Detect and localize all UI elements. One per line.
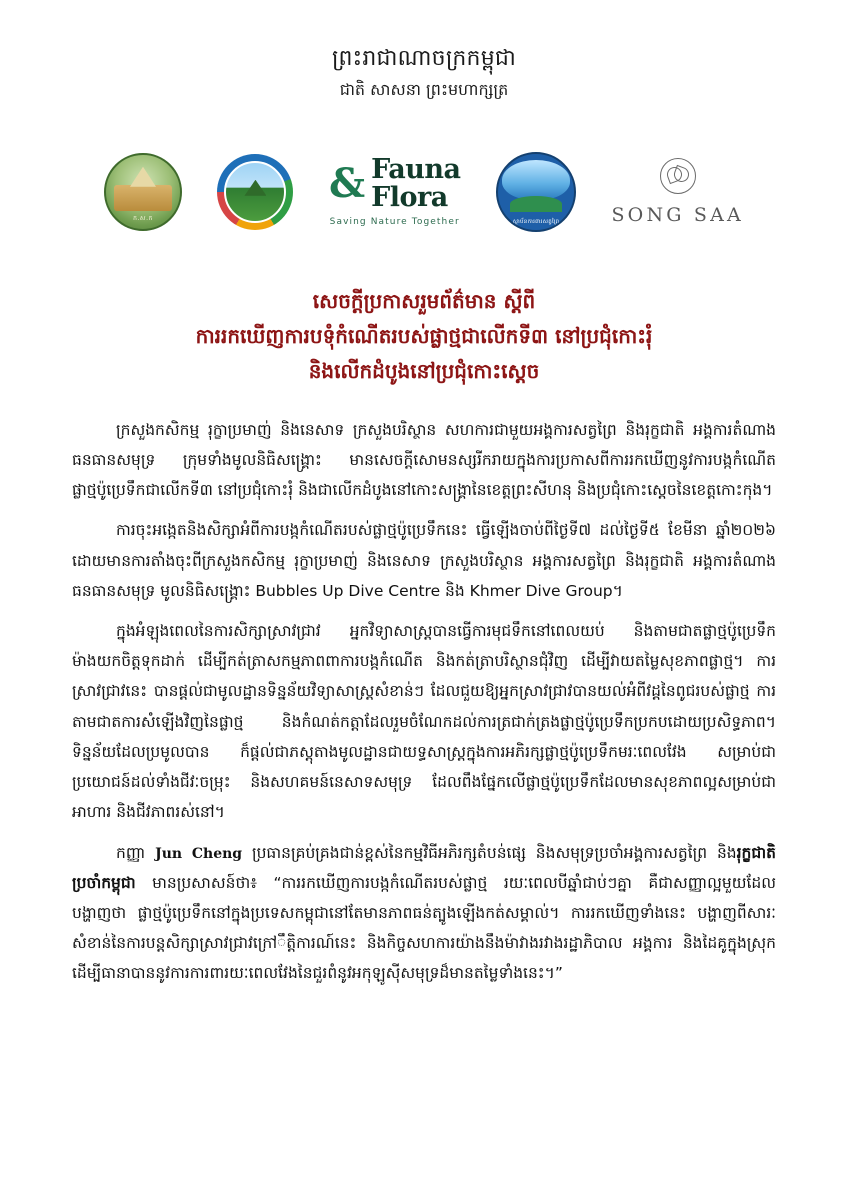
song-saa-wordmark: SONG SAA — [611, 203, 744, 226]
marine-logo-icon — [496, 152, 576, 232]
title-line-1: សេចក្ដីប្រកាសរួមព័ត៌មាន ស្ដីពី — [312, 288, 536, 313]
flora-word: Flora — [371, 181, 448, 213]
paragraph-3: ក្នុងអំឡុងពេលនៃការសិក្សាស្រាវជ្រាវ អ្នកវិទ្យាសាស្ត្របានធ្វើការមុជទឹកនៅពេលយប់ និងតាមជាតផ្លាថ្មប៉ូប្រេទឹកម៉ាងយកចិត្តទុកដាក់ ដើម្បីកត់ត្រាសកម្មភាពពាការបង្កកំណើត និងកត់ត្រាបរិស្ថានជុំវិញ ដើម្បីវាយតម្លៃសុខភាពផ្លាថ្ម។ ការស្រាវជ្រាវនេះ បានផ្ដល់ជាមូលដ្ឋានទិន្នន័យវិទ្យាសាស្ត្រសំខាន់ៗ ដែលជួយឱ្យអ្នកស្រាវជ្រាវបានយល់អំពីវដ្តនៃពូជរបស់ផ្លាថ្ម ការតាមជាតការសំឡើងវិញនៃផ្លាថ្ម និងកំណត់កត្តាដែលរួមចំណែកដល់ការត្រជាក់ត្រងផ្លាថ្មប៉ូប្រេទឹកប្រកបដោយប្រសិទ្ធភាព។ ទិន្នន័យដែលប្រមូលបាន ក៏ផ្ដល់ជាភស្តុតាងមូលដ្ឋានជាយទ្ធសាស្ត្រក្នុងការអភិរក្សផ្លាថ្មប៉ូប្រេទឹកមរៈពេលវែង សម្រាប់ជាប្រយោជន៍ដល់ទាំងជីវៈចម្រុះ និងសហគមន៍នេសាទសមុទ្រ ដែលពឹងផ្នែកលើផ្លាថ្មប៉ូប្រេទឹកដែលមានសុខភាពល្អសម្រាប់ជាអាហារ និងជីវភាពរស់នៅ។ — [72, 622, 776, 822]
fauna-and-flora-logo — [329, 156, 461, 227]
ampersand-icon: & — [328, 159, 366, 207]
ministry-logo-icon — [217, 154, 293, 230]
fauna-flora-tagline: Saving Nature Together — [329, 217, 460, 228]
song-saa-logo — [611, 158, 744, 226]
royal-emblem-icon — [104, 153, 182, 231]
organization-name: រុក្ខជាតិប្រចាំកម្ពុជា — [72, 843, 776, 892]
quote-mid: ប្រធានគ្រប់គ្រងជាន់ខ្ពស់នៃកម្មវិធីអភិរក្សតំបន់ផ្សេ និងសមុទ្រប្រចាំអង្គការសត្វព្រៃ និង — [242, 843, 737, 862]
royal-government-emblem — [104, 153, 182, 231]
kingdom-title: ព្រះរាជាណាចក្រកម្ពុជា — [331, 46, 517, 71]
quote-prefix: កញ្ញា — [116, 843, 156, 862]
national-motto: ជាតិ សាសនា ព្រះមហាក្សត្រ — [339, 79, 509, 99]
royal-emblem-caption: ក.ស.ក — [133, 214, 153, 222]
title-line-2: ការរកឃើញការបទុំកំណើតរបស់ផ្លាថ្មជាលើកទី៣ នៅប្រជុំកោះរុំ — [195, 323, 653, 348]
ministry-of-environment-logo — [217, 154, 293, 230]
press-release-body — [72, 415, 776, 989]
logo-strip — [72, 144, 776, 240]
fauna-word: Fauna — [371, 154, 461, 186]
press-release-title — [72, 284, 776, 389]
marine-wildlife-protection-logo — [496, 152, 576, 232]
quote-body: មានប្រសាសន៍ថា៖ “ការរកឃើញការបង្កកំណើតរបស់ផ្លាថ្ម រយៈពេលបីឆ្នាំជាប់ៗគ្នា គឺជាសញ្ញាល្អមួយដែលបង្ហាញថា ផ្លាថ្មប៉ូប្រេទឹកនៅក្នុងប្រទេសកម្ពុជានៅតែមានភាពធន់ត្បូងឡើងកត់សម្គាល់។ ការរកឃើញទាំងនេះ បង្ហាញពីសារៈសំខាន់នៃការបន្តសិក្សាស្រាវជ្រាវក្រៅឹត្តិការណ៍នេះ និងកិច្ចសហការយ៉ាងនឹងម៉ាវាងរវាងរដ្ឋាភិបាល អង្គការ និងដៃគូក្នុងស្រុក ដើម្បីធានាបាននូវការការពារយៈពេលវែងនៃជួរពំនូវអកុឡូស៊ីសមុទ្រដ៏មានតម្លៃទាំងនេះ។” — [72, 873, 776, 983]
paragraph-4 — [72, 838, 776, 989]
marine-logo-caption: ស្ថាប័នការពារសត្វព្រៃ — [512, 218, 560, 225]
title-line-3: និងលើកដំបូងនៅប្រជុំកោះស្ដេច — [308, 358, 540, 383]
paragraph-2: ការចុះអង្កេតនិងសិក្សាអំពីការបង្កកំណើតរបស់ផ្លាថ្មប៉ូប្រេទឹកនេះ ធ្វើឡើងចាប់ពីថ្ងៃទី៧ ដល់ថ្ងៃទី៥ ខែមីនា ឆ្នាំ២០២៦ ដោយមានការតាំងចុះពីក្រសួងកសិកម្ម រុក្ខាប្រមាញ់ និងនេសាទ ក្រសួងបរិស្ថាន អង្គការសត្វព្រៃ និងរុក្ខជាតិ អង្គការតំណាងធនធានសមុទ្រ មូលនិធិសង្រ្គោះ Bubbles Up Dive Centre និង Khmer Dive Group។ — [72, 521, 776, 600]
spokesperson-name: Jun Cheng — [155, 845, 243, 862]
song-saa-mark-icon — [660, 158, 696, 194]
paragraph-1: ក្រសួងកសិកម្ម រុក្ខាប្រមាញ់ និងនេសាទ ក្រសួងបរិស្ថាន សហការជាមួយអង្គការសត្វព្រៃ និងរុក្ខជាតិ អង្គការតំណាងធនធានសមុទ្រ ក្រុមទាំងមូលនិធិសង្រ្គោះ មានសេចក្ដីសោមនស្សរីករាយក្នុងការប្រកាសពីការរកឃើញនូវការបង្កកំណើតផ្លាថ្មប៉ូប្រេទឹកជាលើកទី៣ នៅប្រជុំកោះរុំ និងជាលើកដំបូងនៅកោះសង្រ្គានៃខេត្តព្រះសីហនុ និងប្រជុំកោះស្ដេចនៃខេត្តកោះកុង។ — [72, 420, 776, 500]
